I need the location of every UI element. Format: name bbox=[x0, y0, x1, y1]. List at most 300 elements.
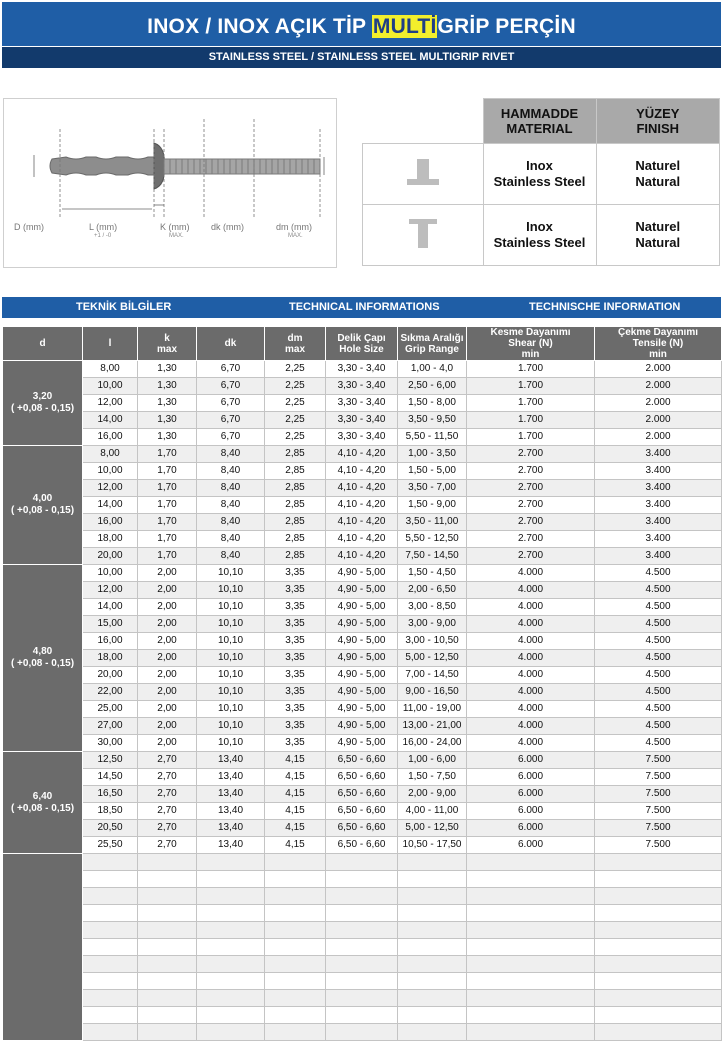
material-cell-1: Inox Stainless Steel bbox=[483, 144, 596, 205]
table-cell: 5,50 - 12,50 bbox=[398, 531, 467, 548]
empty-cell bbox=[467, 939, 595, 956]
table-cell: 8,00 bbox=[83, 446, 138, 463]
column-header-2: k max bbox=[138, 327, 197, 361]
empty-cell bbox=[197, 871, 265, 888]
table-cell: 4,15 bbox=[265, 752, 326, 769]
table-cell: 7.500 bbox=[595, 803, 722, 820]
table-cell: 3,35 bbox=[265, 667, 326, 684]
empty-cell bbox=[83, 888, 138, 905]
technical-data-table bbox=[2, 326, 722, 1041]
table-row bbox=[3, 616, 722, 633]
table-cell: 2,25 bbox=[265, 361, 326, 378]
table-cell: 2,00 bbox=[138, 718, 197, 735]
empty-cell bbox=[265, 871, 326, 888]
table-cell: 4,90 - 5,00 bbox=[326, 718, 398, 735]
table-cell: 2,85 bbox=[265, 531, 326, 548]
empty-cell bbox=[467, 990, 595, 1007]
table-cell: 1,00 - 4,0 bbox=[398, 361, 467, 378]
table-cell: 2.700 bbox=[467, 548, 595, 565]
table-cell: 3,35 bbox=[265, 684, 326, 701]
table-cell: 6.000 bbox=[467, 820, 595, 837]
table-cell: 14,00 bbox=[83, 599, 138, 616]
table-cell: 4.500 bbox=[595, 701, 722, 718]
empty-row bbox=[3, 1024, 722, 1041]
column-header-1: l bbox=[83, 327, 138, 361]
table-cell: 4.500 bbox=[595, 735, 722, 752]
table-cell: 3,50 - 11,00 bbox=[398, 514, 467, 531]
label-L: L (mm) bbox=[89, 222, 118, 232]
empty-cell bbox=[265, 905, 326, 922]
table-cell: 14,50 bbox=[83, 769, 138, 786]
empty-cell bbox=[83, 922, 138, 939]
table-cell: 4.000 bbox=[467, 684, 595, 701]
table-cell: 2,00 bbox=[138, 684, 197, 701]
table-cell: 8,40 bbox=[197, 531, 265, 548]
table-cell: 4.000 bbox=[467, 565, 595, 582]
empty-cell bbox=[467, 905, 595, 922]
table-cell: 4,90 - 5,00 bbox=[326, 735, 398, 752]
table-cell: 2,00 - 9,00 bbox=[398, 786, 467, 803]
table-cell: 10,10 bbox=[197, 599, 265, 616]
table-cell: 10,10 bbox=[197, 718, 265, 735]
table-cell: 16,00 bbox=[83, 429, 138, 446]
table-cell: 2,25 bbox=[265, 429, 326, 446]
table-cell: 22,00 bbox=[83, 684, 138, 701]
empty-cell bbox=[265, 990, 326, 1007]
table-cell: 15,00 bbox=[83, 616, 138, 633]
table-cell: 4,10 - 4,20 bbox=[326, 531, 398, 548]
diameter-group-cell: 3,20 ( +0,08 - 0,15) bbox=[3, 361, 83, 446]
table-cell: 2,25 bbox=[265, 378, 326, 395]
table-cell: 7.500 bbox=[595, 752, 722, 769]
table-cell: 2.000 bbox=[595, 378, 722, 395]
rivet-drawing-icon bbox=[4, 99, 336, 267]
table-cell: 14,00 bbox=[83, 412, 138, 429]
table-cell: 25,00 bbox=[83, 701, 138, 718]
finish-cell-2: Naturel Natural bbox=[596, 205, 720, 266]
empty-cell bbox=[138, 956, 197, 973]
table-cell: 2.700 bbox=[467, 463, 595, 480]
diameter-group-cell: 6,40 ( +0,08 - 0,15) bbox=[3, 752, 83, 854]
table-row bbox=[3, 701, 722, 718]
empty-cell bbox=[265, 973, 326, 990]
table-cell: 18,00 bbox=[83, 650, 138, 667]
table-cell: 4,15 bbox=[265, 786, 326, 803]
column-header-4: dm max bbox=[265, 327, 326, 361]
table-cell: 2.700 bbox=[467, 446, 595, 463]
empty-cell bbox=[83, 939, 138, 956]
table-cell: 4.000 bbox=[467, 633, 595, 650]
table-cell: 6,50 - 6,60 bbox=[326, 837, 398, 854]
table-cell: 2,85 bbox=[265, 497, 326, 514]
empty-row bbox=[3, 871, 722, 888]
table-cell: 3,00 - 9,00 bbox=[398, 616, 467, 633]
table-cell: 13,40 bbox=[197, 752, 265, 769]
table-cell: 3,35 bbox=[265, 718, 326, 735]
title-highlight: MULTİ bbox=[372, 15, 437, 38]
label-K-max: MAX. bbox=[169, 233, 184, 239]
table-cell: 7.500 bbox=[595, 769, 722, 786]
table-header-row bbox=[3, 327, 722, 361]
table-cell: 13,40 bbox=[197, 786, 265, 803]
finish-cell-1: Naturel Natural bbox=[596, 144, 720, 205]
empty-row bbox=[3, 973, 722, 990]
empty-cell bbox=[138, 973, 197, 990]
table-cell: 3.400 bbox=[595, 514, 722, 531]
label-D: D (mm) bbox=[14, 222, 44, 232]
empty-row bbox=[3, 905, 722, 922]
table-cell: 6,50 - 6,60 bbox=[326, 769, 398, 786]
table-cell: 4.000 bbox=[467, 582, 595, 599]
table-cell: 4,10 - 4,20 bbox=[326, 480, 398, 497]
empty-cell bbox=[595, 939, 722, 956]
empty-cell bbox=[398, 922, 467, 939]
table-cell: 5,50 - 11,50 bbox=[398, 429, 467, 446]
empty-cell bbox=[83, 905, 138, 922]
empty-cell bbox=[326, 973, 398, 990]
table-cell: 4.500 bbox=[595, 582, 722, 599]
table-cell: 2,00 bbox=[138, 701, 197, 718]
tech-label-en: TECHNICAL INFORMATIONS bbox=[289, 301, 440, 313]
table-cell: 4.000 bbox=[467, 667, 595, 684]
table-cell: 10,10 bbox=[197, 616, 265, 633]
table-cell: 6,70 bbox=[197, 429, 265, 446]
table-cell: 3.400 bbox=[595, 548, 722, 565]
table-cell: 3,30 - 3,40 bbox=[326, 412, 398, 429]
tech-label-tr: TEKNİK BİLGİLER bbox=[76, 301, 172, 313]
empty-cell bbox=[83, 973, 138, 990]
material-cell-2: Inox Stainless Steel bbox=[483, 205, 596, 266]
table-cell: 14,00 bbox=[83, 497, 138, 514]
label-dk: dk (mm) bbox=[211, 222, 244, 232]
empty-cell bbox=[467, 1007, 595, 1024]
empty-cell bbox=[467, 973, 595, 990]
table-cell: 4,15 bbox=[265, 820, 326, 837]
tech-label-de: TECHNISCHE INFORMATION bbox=[529, 301, 681, 313]
table-cell: 2,00 bbox=[138, 667, 197, 684]
empty-cell bbox=[595, 905, 722, 922]
table-cell: 7.500 bbox=[595, 820, 722, 837]
table-cell: 3,35 bbox=[265, 565, 326, 582]
empty-cell bbox=[138, 1007, 197, 1024]
table-cell: 1,70 bbox=[138, 531, 197, 548]
table-cell: 13,40 bbox=[197, 769, 265, 786]
table-cell: 4.000 bbox=[467, 701, 595, 718]
table-cell: 6.000 bbox=[467, 752, 595, 769]
empty-cell bbox=[83, 1024, 138, 1041]
table-row bbox=[3, 633, 722, 650]
table-row bbox=[3, 718, 722, 735]
table-cell: 3.400 bbox=[595, 480, 722, 497]
table-cell: 20,00 bbox=[83, 548, 138, 565]
empty-cell bbox=[83, 871, 138, 888]
table-cell: 4,90 - 5,00 bbox=[326, 616, 398, 633]
table-cell: 12,00 bbox=[83, 480, 138, 497]
empty-cell bbox=[467, 1024, 595, 1041]
table-cell: 1,70 bbox=[138, 463, 197, 480]
empty-cell bbox=[326, 939, 398, 956]
table-cell: 1,30 bbox=[138, 429, 197, 446]
table-cell: 3,30 - 3,40 bbox=[326, 378, 398, 395]
table-row bbox=[3, 463, 722, 480]
empty-cell bbox=[83, 1007, 138, 1024]
table-cell: 1,50 - 8,00 bbox=[398, 395, 467, 412]
table-row bbox=[3, 684, 722, 701]
empty-cell bbox=[326, 1007, 398, 1024]
material-finish-table bbox=[362, 98, 720, 266]
table-row bbox=[3, 837, 722, 854]
finish-header: YÜZEY FINISH bbox=[596, 99, 720, 144]
empty-cell bbox=[138, 905, 197, 922]
table-cell: 1,30 bbox=[138, 395, 197, 412]
empty-cell bbox=[326, 922, 398, 939]
table-cell: 30,00 bbox=[83, 735, 138, 752]
table-cell: 6.000 bbox=[467, 803, 595, 820]
page-title-banner bbox=[2, 2, 721, 46]
table-row bbox=[3, 769, 722, 786]
table-cell: 2,85 bbox=[265, 514, 326, 531]
table-cell: 20,50 bbox=[83, 820, 138, 837]
empty-cell bbox=[467, 854, 595, 871]
table-cell: 2,00 - 6,50 bbox=[398, 582, 467, 599]
table-row bbox=[3, 667, 722, 684]
table-cell: 3.400 bbox=[595, 446, 722, 463]
table-cell: 2,70 bbox=[138, 837, 197, 854]
table-cell: 8,40 bbox=[197, 514, 265, 531]
table-cell: 8,40 bbox=[197, 446, 265, 463]
table-row bbox=[3, 361, 722, 378]
empty-cell bbox=[265, 939, 326, 956]
table-cell: 6,70 bbox=[197, 395, 265, 412]
empty-cell bbox=[197, 1024, 265, 1041]
table-row bbox=[3, 803, 722, 820]
table-cell: 11,00 - 19,00 bbox=[398, 701, 467, 718]
table-cell: 4.500 bbox=[595, 667, 722, 684]
diameter-group-cell: 4,80 ( +0,08 - 0,15) bbox=[3, 565, 83, 752]
table-cell: 1.700 bbox=[467, 395, 595, 412]
table-cell: 1,70 bbox=[138, 497, 197, 514]
empty-cell bbox=[197, 990, 265, 1007]
table-cell: 4.000 bbox=[467, 718, 595, 735]
table-cell: 12,00 bbox=[83, 395, 138, 412]
table-cell: 2,00 bbox=[138, 599, 197, 616]
empty-cell bbox=[265, 888, 326, 905]
empty-cell bbox=[595, 990, 722, 1007]
table-cell: 2,85 bbox=[265, 548, 326, 565]
table-cell: 3,35 bbox=[265, 650, 326, 667]
empty-cell bbox=[398, 939, 467, 956]
empty-cell bbox=[138, 888, 197, 905]
empty-row bbox=[3, 990, 722, 1007]
table-cell: 10,00 bbox=[83, 378, 138, 395]
empty-cell bbox=[326, 905, 398, 922]
table-row bbox=[3, 480, 722, 497]
table-cell: 2,00 bbox=[138, 735, 197, 752]
table-cell: 1,30 bbox=[138, 412, 197, 429]
table-cell: 2.700 bbox=[467, 531, 595, 548]
table-cell: 2,70 bbox=[138, 786, 197, 803]
table-cell: 3,35 bbox=[265, 633, 326, 650]
table-row bbox=[3, 786, 722, 803]
table-cell: 6,70 bbox=[197, 361, 265, 378]
table-cell: 4.000 bbox=[467, 599, 595, 616]
countersunk-rivet-icon bbox=[363, 205, 484, 266]
table-cell: 2,70 bbox=[138, 803, 197, 820]
table-row bbox=[3, 565, 722, 582]
table-cell: 4,00 - 11,00 bbox=[398, 803, 467, 820]
table-cell: 2,00 bbox=[138, 650, 197, 667]
table-cell: 4,10 - 4,20 bbox=[326, 463, 398, 480]
table-cell: 1,70 bbox=[138, 548, 197, 565]
empty-cell bbox=[197, 854, 265, 871]
title-suffix: GRİP PERÇİN bbox=[437, 15, 576, 38]
table-row bbox=[3, 650, 722, 667]
table-cell: 2.700 bbox=[467, 480, 595, 497]
table-cell: 1,50 - 5,00 bbox=[398, 463, 467, 480]
rivet-technical-drawing bbox=[3, 98, 337, 268]
table-cell: 8,40 bbox=[197, 463, 265, 480]
table-cell: 4.500 bbox=[595, 616, 722, 633]
table-cell: 2,70 bbox=[138, 769, 197, 786]
column-header-5: Delik Çapı Hole Size bbox=[326, 327, 398, 361]
empty-group-cell bbox=[3, 854, 83, 1041]
table-cell: 5,00 - 12,50 bbox=[398, 650, 467, 667]
table-cell: 7,00 - 14,50 bbox=[398, 667, 467, 684]
empty-cell bbox=[83, 854, 138, 871]
table-cell: 4.000 bbox=[467, 735, 595, 752]
label-dm-max: MAX. bbox=[288, 233, 303, 239]
table-cell: 3.400 bbox=[595, 463, 722, 480]
table-cell: 1.700 bbox=[467, 378, 595, 395]
table-cell: 1,00 - 6,00 bbox=[398, 752, 467, 769]
table-cell: 4,10 - 4,20 bbox=[326, 446, 398, 463]
empty-cell bbox=[197, 1007, 265, 1024]
empty-cell bbox=[398, 990, 467, 1007]
table-cell: 3,50 - 7,00 bbox=[398, 480, 467, 497]
table-cell: 3,30 - 3,40 bbox=[326, 429, 398, 446]
table-cell: 12,00 bbox=[83, 582, 138, 599]
table-cell: 4,10 - 4,20 bbox=[326, 548, 398, 565]
table-cell: 3.400 bbox=[595, 531, 722, 548]
table-cell: 4.500 bbox=[595, 565, 722, 582]
table-cell: 10,10 bbox=[197, 565, 265, 582]
table-cell: 3,50 - 9,50 bbox=[398, 412, 467, 429]
table-cell: 13,40 bbox=[197, 820, 265, 837]
table-cell: 10,10 bbox=[197, 650, 265, 667]
table-cell: 10,50 - 17,50 bbox=[398, 837, 467, 854]
table-cell: 8,00 bbox=[83, 361, 138, 378]
table-cell: 6,50 - 6,60 bbox=[326, 803, 398, 820]
table-cell: 1,30 bbox=[138, 361, 197, 378]
table-cell: 10,10 bbox=[197, 684, 265, 701]
diameter-group-cell: 4,00 ( +0,08 - 0,15) bbox=[3, 446, 83, 565]
table-cell: 5,00 - 12,50 bbox=[398, 820, 467, 837]
empty-cell bbox=[265, 922, 326, 939]
table-cell: 2,00 bbox=[138, 565, 197, 582]
table-cell: 16,00 bbox=[83, 514, 138, 531]
table-cell: 13,40 bbox=[197, 837, 265, 854]
table-cell: 7.500 bbox=[595, 837, 722, 854]
empty-row bbox=[3, 939, 722, 956]
table-row bbox=[3, 497, 722, 514]
table-cell: 4,10 - 4,20 bbox=[326, 497, 398, 514]
table-cell: 8,40 bbox=[197, 548, 265, 565]
column-header-3: dk bbox=[197, 327, 265, 361]
table-cell: 10,10 bbox=[197, 633, 265, 650]
technical-info-bar bbox=[2, 297, 721, 318]
label-L-tolerance: +1 / -0 bbox=[94, 233, 112, 239]
table-cell: 4.000 bbox=[467, 616, 595, 633]
table-cell: 25,50 bbox=[83, 837, 138, 854]
label-dm: dm (mm) bbox=[276, 222, 312, 232]
empty-cell bbox=[138, 922, 197, 939]
empty-cell bbox=[265, 956, 326, 973]
table-body bbox=[3, 361, 722, 1041]
table-cell: 6,50 - 6,60 bbox=[326, 786, 398, 803]
table-cell: 13,00 - 21,00 bbox=[398, 718, 467, 735]
empty-cell bbox=[138, 990, 197, 1007]
empty-cell bbox=[595, 888, 722, 905]
table-cell: 10,10 bbox=[197, 701, 265, 718]
empty-cell bbox=[398, 1007, 467, 1024]
table-cell: 6,70 bbox=[197, 378, 265, 395]
empty-cell bbox=[595, 922, 722, 939]
table-cell: 4,90 - 5,00 bbox=[326, 701, 398, 718]
table-cell: 1.700 bbox=[467, 412, 595, 429]
empty-cell bbox=[138, 854, 197, 871]
table-cell: 27,00 bbox=[83, 718, 138, 735]
table-cell: 9,00 - 16,50 bbox=[398, 684, 467, 701]
table-row bbox=[3, 514, 722, 531]
table-cell: 1.700 bbox=[467, 429, 595, 446]
empty-row bbox=[3, 854, 722, 871]
table-cell: 13,40 bbox=[197, 803, 265, 820]
table-cell: 4,15 bbox=[265, 803, 326, 820]
empty-cell bbox=[467, 922, 595, 939]
empty-cell bbox=[595, 973, 722, 990]
table-cell: 1,30 bbox=[138, 378, 197, 395]
empty-cell bbox=[197, 939, 265, 956]
table-cell: 4,90 - 5,00 bbox=[326, 650, 398, 667]
table-row bbox=[3, 599, 722, 616]
table-cell: 2,70 bbox=[138, 752, 197, 769]
table-cell: 18,00 bbox=[83, 531, 138, 548]
empty-cell bbox=[398, 854, 467, 871]
table-cell: 16,50 bbox=[83, 786, 138, 803]
table-cell: 6,50 - 6,60 bbox=[326, 820, 398, 837]
table-cell: 10,10 bbox=[197, 735, 265, 752]
empty-cell bbox=[467, 888, 595, 905]
empty-cell bbox=[138, 939, 197, 956]
empty-cell bbox=[265, 854, 326, 871]
column-header-6: Sıkma Aralığı Grip Range bbox=[398, 327, 467, 361]
table-row bbox=[3, 548, 722, 565]
empty-cell bbox=[138, 871, 197, 888]
empty-cell bbox=[197, 922, 265, 939]
table-cell: 2.700 bbox=[467, 514, 595, 531]
table-cell: 4.500 bbox=[595, 633, 722, 650]
table-cell: 3,35 bbox=[265, 701, 326, 718]
table-cell: 20,00 bbox=[83, 667, 138, 684]
flat-head-rivet-icon bbox=[363, 144, 484, 205]
table-cell: 3,30 - 3,40 bbox=[326, 395, 398, 412]
empty-cell bbox=[197, 905, 265, 922]
empty-row bbox=[3, 888, 722, 905]
table-cell: 3.400 bbox=[595, 497, 722, 514]
table-cell: 2,85 bbox=[265, 480, 326, 497]
column-header-7: Kesme Dayanımı Shear (N) min bbox=[467, 327, 595, 361]
empty-cell bbox=[197, 888, 265, 905]
